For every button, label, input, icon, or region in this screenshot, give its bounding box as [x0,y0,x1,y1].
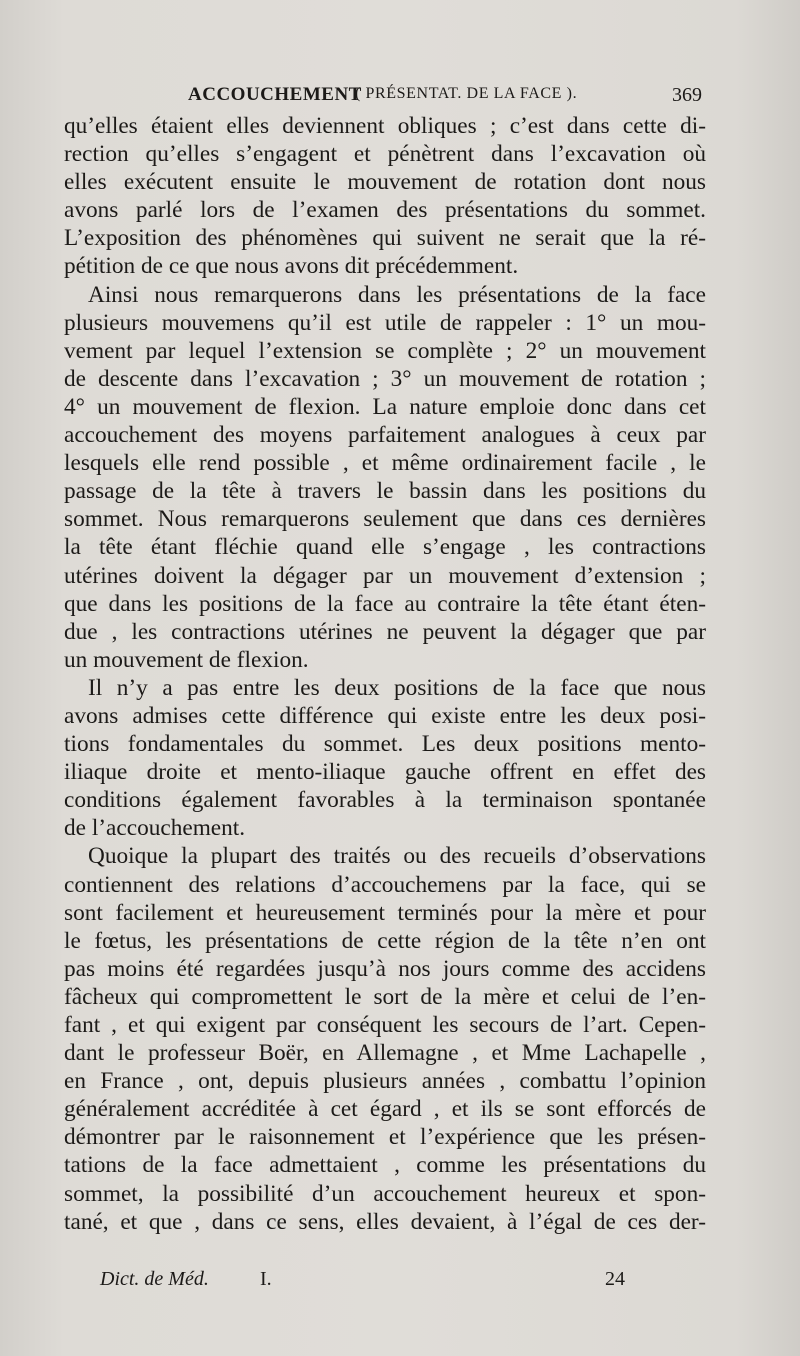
body-text [64,112,706,1236]
footer-signature: Dict. de Méd. [100,1268,209,1290]
text-line: Quoique la plupart des traités ou des recueils d’observations [88,843,706,870]
text-line: de l’accouchement. [64,815,246,842]
text-line: de descente dans l’excavation ; 3° un mouvement de rotation ; [64,365,706,392]
text-line: rection qu’elles s’engagent et pénètrent dans l’excavation où [64,141,706,168]
text-line: pétition de ce que nous avons dit précédemment. [64,253,519,280]
text-line: le fœtus, les présentations de cette région de la tête n’en ont [64,927,706,954]
text-line: sommet, la possibilité d’un accouchement heureux et spon- [64,1180,706,1207]
text-line: un mouvement de flexion. [64,646,309,673]
text-line: sont facilement et heureusement terminés pour la mère et pour [64,899,706,926]
text-line: avons admises cette différence qui existe entre les deux posi- [64,702,706,729]
text-line: vement par lequel l’extension se complète ; 2° un mouvement [64,337,706,364]
text-line: sommet. Nous remarquerons seulement que dans ces dernières [64,506,706,533]
text-line: tations de la face admettaient , comme les présentations du [64,1152,706,1179]
text-line: qu’elles étaient elles deviennent obliques ; c’est dans cette di- [64,113,706,139]
footer-sheet-number: 24 [605,1268,625,1290]
text-line: elles exécutent ensuite le mouvement de rotation dont nous [64,169,706,196]
page-footer [100,1268,660,1296]
text-line: L’exposition des phénomènes qui suivent ne serait que la ré- [64,225,706,252]
text-line: contiennent des relations d’accouchemens par la face, qui se [64,871,706,898]
text-line: 4° un mouvement de flexion. La nature emploie donc dans cet [64,393,706,420]
text-line: avons parlé lors de l’examen des présentations du sommet. [64,197,706,224]
text-line: accouchement des moyens parfaitement analogues à ceux par [64,422,706,449]
text-line: fâcheux qui compromettent le sort de la mère et celui de l’en- [64,983,706,1010]
footer-volume: I. [260,1268,272,1290]
text-line: démontrer par le raisonnement et l’expérience que les présen- [64,1124,706,1151]
page-number: 369 [672,84,702,106]
text-line: la tête étant fléchie quand elle s’engage , les contractions [64,534,706,561]
text-line: en France , ont, depuis plusieurs années , combattu l’opinion [64,1068,706,1095]
text-line: dant le professeur Boër, en Allemagne , et Mme Lachapelle , [64,1040,706,1067]
text-line: fant , et qui exigent par conséquent les secours de l’art. Cepen- [64,1012,706,1038]
text-line: pas moins été regardées jusqu’à nos jours comme des accidens [64,955,706,982]
text-line: que dans les positions de la face au contraire la tête étant éten- [64,590,706,617]
text-line: conditions également favorables à la terminaison spontanée [64,787,706,814]
text-line: généralement accréditée à cet égard , et ils se sont efforcés de [64,1096,706,1123]
running-head-subtitle: ( PRÉSENTAT. DE LA FACE ). [355,85,578,102]
text-line: tions fondamentales du sommet. Les deux positions mento- [64,731,706,758]
text-line: Ainsi nous remarquerons dans les présentations de la face [88,281,706,308]
text-line: Il n’y a pas entre les deux positions de la face que nous [88,674,706,701]
text-line: lesquels elle rend possible , et même ordinairement facile , le [64,450,706,477]
running-head-title: ACCOUCHEMENT [188,84,362,105]
text-line: due , les contractions utérines ne peuvent la dégager que par [64,618,706,645]
text-line: iliaque droite et mento-iliaque gauche offrent en effet des [64,759,706,786]
text-line: tané, et que , dans ce sens, elles devaient, à l’égal de ces der- [64,1208,706,1235]
text-line: passage de la tête à travers le bassin dans les positions du [64,478,706,505]
text-line: utérines doivent la dégager par un mouvement d’extension ; [64,562,706,589]
text-line: plusieurs mouvemens qu’il est utile de rappeler : 1° un mou- [64,309,706,336]
running-head [60,84,710,110]
